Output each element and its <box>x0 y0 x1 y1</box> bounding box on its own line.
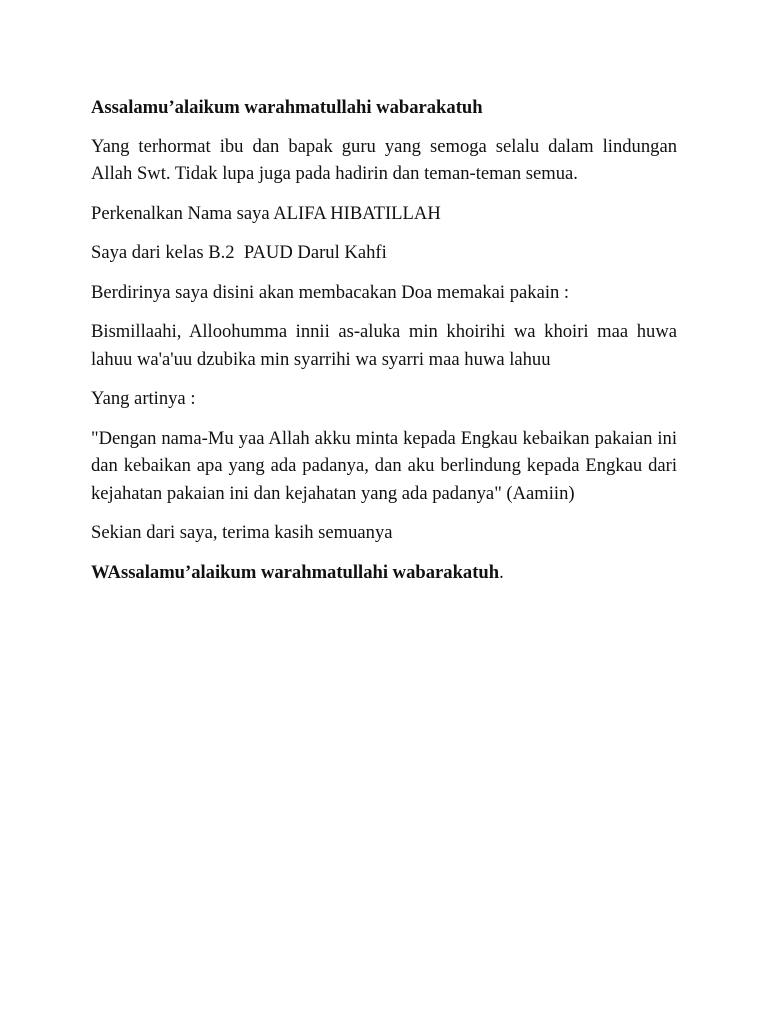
purpose-paragraph: Berdirinya saya disini akan membacakan Doa memakai pakain : <box>91 281 570 303</box>
meaning-paragraph: "Dengan nama-Mu yaa Allah akku minta kepada Engkau kebaikan pakaian ini dan kebaikan apa yang ada padanya, dan aku berlindung kepada Engkau dari kejahatan pakaian ini dan kejahatan yang ada padanya" (Aamiin) <box>91 427 677 504</box>
class-info-paragraph: Saya dari kelas B.2 PAUD Darul Kahfi <box>91 242 387 263</box>
document-page <box>91 94 677 598</box>
introduction-paragraph: Perkenalkan Nama saya ALIFA HIBATILLAH <box>91 202 441 224</box>
meaning-label: Yang artinya : <box>91 388 196 409</box>
greeting-heading: Assalamu’alaikum warahmatullahi wabarakatuh <box>91 97 483 118</box>
closing-paragraph: Sekian dari saya, terima kasih semuanya <box>91 522 393 543</box>
opening-paragraph: Yang terhormat ibu dan bapak guru yang semoga selalu dalam lindungan Allah Swt. Tidak lupa juga pada hadirin dan teman-teman semua. <box>91 135 677 184</box>
prayer-paragraph: Bismillaahi, Alloohumma innii as-aluka min khoirihi wa khoiri maa huwa lahuu wa'a'uu dzubika min syarrihi wa syarri maa huwa lahuu <box>91 321 677 370</box>
farewell-paragraph <box>91 559 677 587</box>
farewell-punctuation: . <box>499 561 504 583</box>
farewell-text: WAssalamu’alaikum warahmatullahi wabarakatuh <box>91 561 500 583</box>
